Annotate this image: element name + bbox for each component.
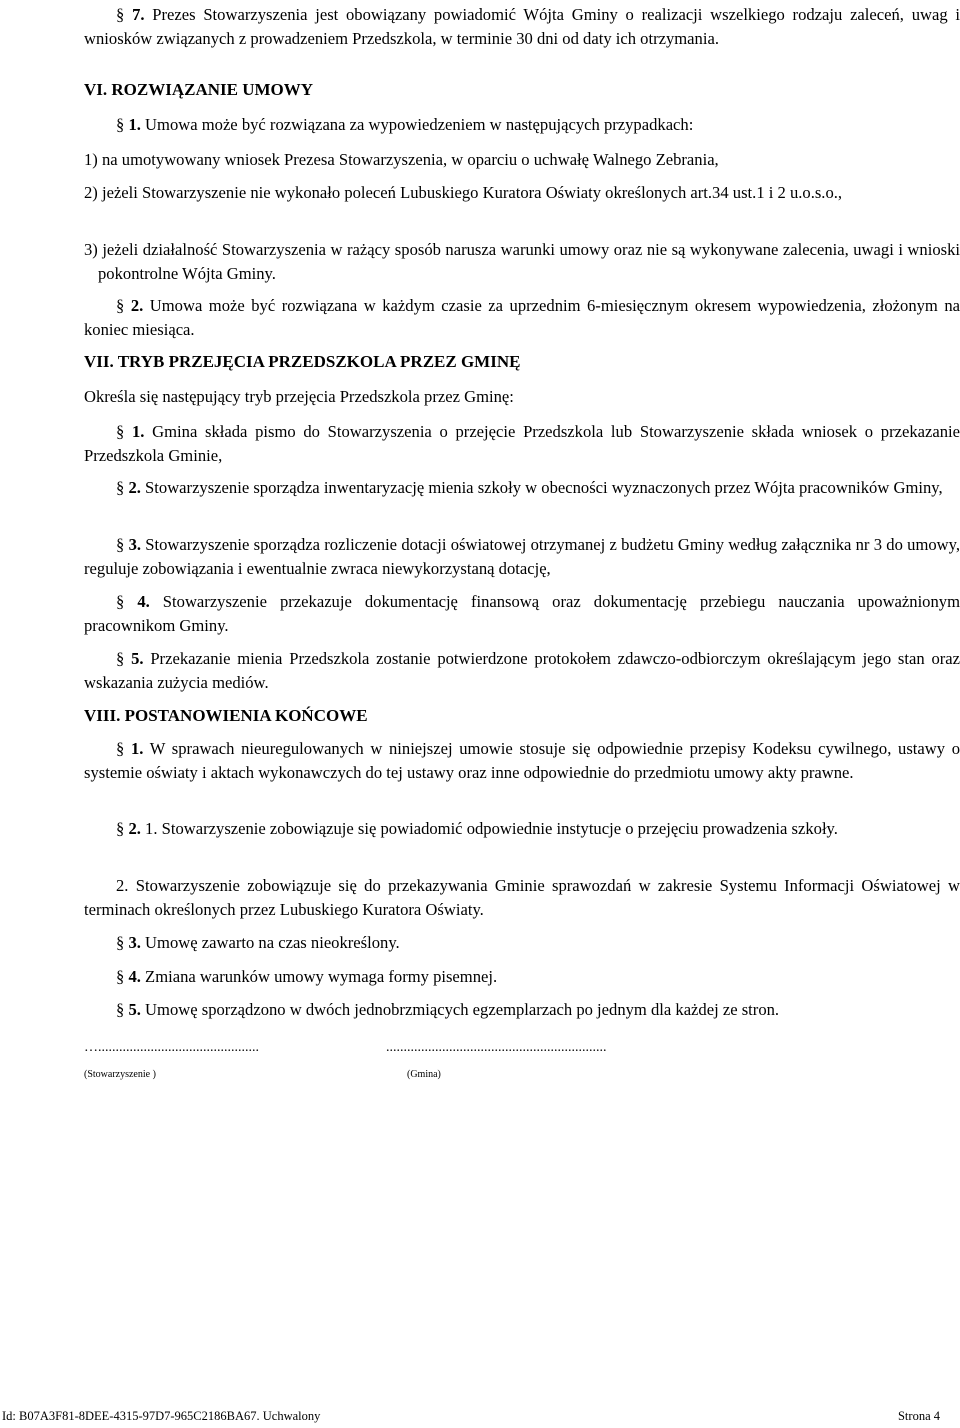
paragraph-number: 4. [128,967,141,986]
paragraph-text: Zmiana warunków umowy wymaga formy pisemnej. [140,967,498,986]
chapter-heading: VI. ROZWIĄZANIE UMOWY [84,80,314,99]
signature-line-municipality: ............................................................... [386,1040,607,1055]
list-item: 2) jeżeli Stowarzyszenie nie wykonało poleceń Lubuskiego Kuratora Oświaty określonych art.34 ust.1 i 2 u.o.s.o., [84,183,843,202]
paragraph-7-4 [84,590,960,637]
paragraph-8-1 [84,737,960,784]
section-sign: § [116,535,125,554]
paragraph-number: 2. [130,296,144,315]
paragraph-text: Umowa może być rozwiązana za wypowiedzeniem w następujących przypadkach: [140,115,694,134]
paragraph-number: 3. [128,535,142,554]
section-sign: § [116,296,125,315]
paragraph-6-2 [84,294,960,341]
paragraph-number: 2. [128,819,141,838]
paragraph-text: Stowarzyszenie sporządza inwentaryzację mienia szkoły w obecności wyznaczonych przez Wójta pracowników Gminy, [140,478,943,497]
footer-document-id: Id: B07A3F81-8DEE-4315-97D7-965C2186BA67. Uchwalony [2,1409,321,1423]
paragraph-number: 5. [131,649,144,668]
section-sign: § [116,739,125,758]
paragraph-number: 4. [137,592,150,611]
paragraph-6-1 [84,113,960,137]
section-sign: § [116,819,125,838]
paragraph-number: 1. [130,739,144,758]
section-sign: § [116,422,125,441]
paragraph-7-1 [84,420,960,467]
chapter-heading: VII. TRYB PRZEJĘCIA PRZEDSZKOLA PRZEZ GMINĘ [84,352,521,371]
section-sign: § [116,1000,125,1019]
paragraph-8-3 [84,931,960,955]
signature-line-association: ….............................................. [84,1040,259,1055]
chapter-intro: Określa się następujący tryb przejęcia Przedszkola przez Gminę: [84,387,514,406]
paragraph-8-4 [84,965,960,989]
paragraph-number: 1. [132,422,145,441]
paragraph-text: Przekazanie mienia Przedszkola zostanie potwierdzone protokołem zdawczo-odbiorczym określającym jego stan oraz wskazania zużycia mediów. [84,649,960,692]
footer-page-number: Strona 4 [897,1409,940,1423]
paragraph-7-3 [84,533,960,580]
paragraph-8-2b: 2. Stowarzyszenie zobowiązuje się do przekazywania Gminie sprawozdań w zakresie Systemu Informacji Oświatowej w terminach określonych przez Lubuskiego Kuratora Oświaty. [84,876,960,919]
paragraph-number: 1. [128,115,141,134]
paragraph-8-2 [84,817,960,841]
paragraph-7-5 [84,647,960,694]
section-sign: § [116,478,125,497]
paragraph-text: 1. Stowarzyszenie zobowiązuje się powiadomić odpowiednie instytucje o przejęciu prowadzenia szkoły. [140,819,838,838]
paragraph-7 [84,3,960,50]
section-sign: § [116,933,125,952]
paragraph-8-5 [84,998,960,1022]
paragraph-text: Stowarzyszenie sporządza rozliczenie dotacji oświatowej otrzymanej z budżetu Gminy według załącznika nr 3 do umowy, reguluje zobowiązania i ewentualnie zwraca niewykorzystaną dotację, [84,535,960,578]
paragraph-number: 7. [132,5,145,24]
paragraph-text: Prezes Stowarzyszenia jest obowiązany powiadomić Wójta Gminy o realizacji wszelkiego rodzaju zaleceń, uwag i wniosków związanych z prowadzeniem Przedszkola, w terminie 30 dni od daty ich otrzymania. [84,5,960,48]
paragraph-text: Umowa może być rozwiązana w każdym czasie za uprzednim 6-miesięcznym okresem wypowiedzenia, złożonym na koniec miesiąca. [84,296,960,339]
list-item: 1) na umotywowany wniosek Prezesa Stowarzyszenia, w oparciu o uchwałę Walnego Zebrania, [84,150,719,169]
paragraph-number: 5. [128,1000,141,1019]
section-sign: § [116,967,125,986]
signature-label-municipality: (Gmina) [407,1069,441,1080]
section-sign: § [116,649,125,668]
paragraph-7-2 [84,476,960,500]
signature-label-association: (Stowarzyszenie ) [84,1069,156,1080]
paragraph-number: 2. [128,478,141,497]
paragraph-number: 3. [128,933,141,952]
chapter-heading: VIII. POSTANOWIENIA KOŃCOWE [84,706,368,725]
section-sign: § [116,5,125,24]
paragraph-text: Umowę zawarto na czas nieokreślony. [140,933,400,952]
list-item: 3) jeżeli działalność Stowarzyszenia w rażący sposób narusza warunki umowy oraz nie są wykonywane zalecenia, uwagi i wnioski pokontrolne Wójta Gminy. [84,240,960,283]
paragraph-text: Stowarzyszenie przekazuje dokumentację finansową oraz dokumentację przebiegu nauczania upoważnionym pracownikom Gminy. [84,592,960,635]
section-sign: § [116,115,125,134]
section-sign: § [116,592,125,611]
paragraph-text: Umowę sporządzono w dwóch jednobrzmiących egzemplarzach po jednym dla każdej ze stron. [140,1000,780,1019]
paragraph-text: Gmina składa pismo do Stowarzyszenia o przejęcie Przedszkola lub Stowarzyszenie składa wniosek o przekazanie Przedszkola Gminie, [84,422,960,465]
paragraph-text: W sprawach nieuregulowanych w niniejszej umowie stosuje się odpowiednie przepisy Kodeksu cywilnego, ustawy o systemie oświaty i aktach wykonawczych do tej ustawy oraz inne odpowiednie do przedmiotu umowy akty prawne. [84,739,960,782]
